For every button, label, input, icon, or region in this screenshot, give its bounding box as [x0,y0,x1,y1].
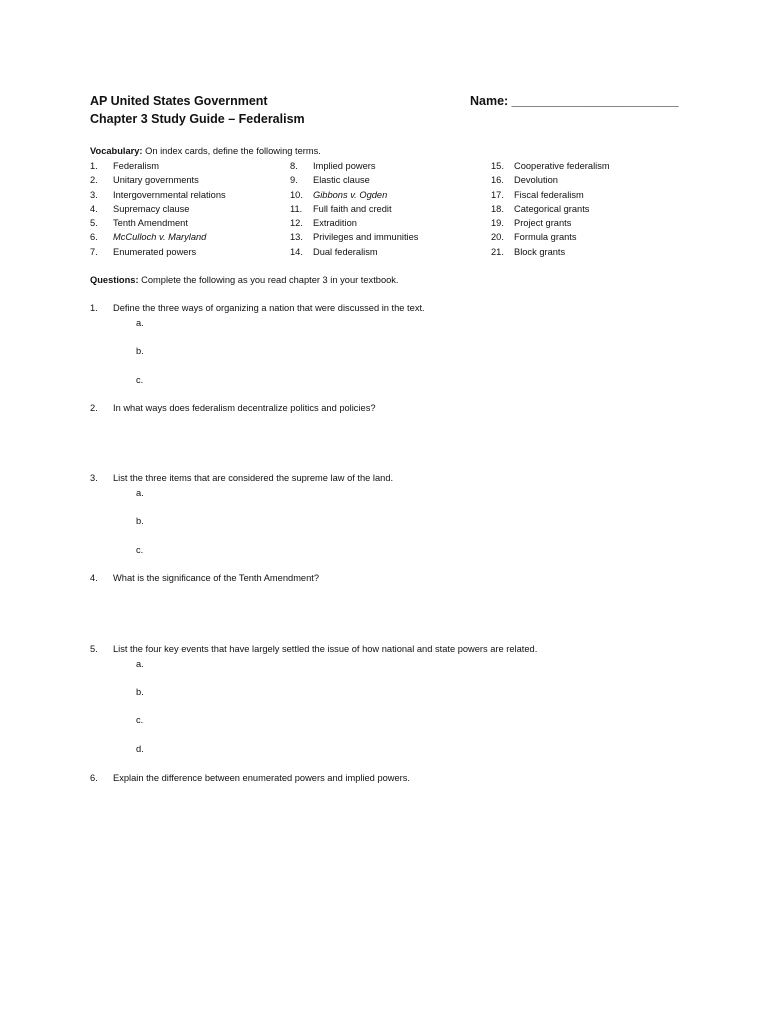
vocab-term: McCulloch v. Maryland [113,232,207,243]
vocab-number: 15. [491,161,504,171]
vocab-term: Dual federalism [313,246,378,257]
vocab-number: 5. [90,218,98,229]
vocab-term: Unitary governments [113,175,199,186]
vocab-number: 2. [90,175,98,186]
question-text: List the four key events that have largely settled the issue of how national and state powers are related. [113,644,538,654]
vocab-term: Privileges and immunities [313,232,419,243]
vocab-term: Implied powers [313,161,376,171]
vocab-number: 18. [491,203,504,214]
answer-letter-b: b. [136,346,144,356]
question-number: 3. [90,473,98,483]
vocab-term: Project grants [514,218,572,229]
answer-letter-a: a. [136,488,144,498]
vocab-term: Intergovernmental relations [113,189,226,200]
vocab-term: Devolution [514,175,558,186]
vocab-number: 16. [491,175,504,186]
question-text: Explain the difference between enumerated powers and implied powers. [113,773,410,783]
answer-letter-c: c. [136,715,144,725]
answer-letter-c: c. [136,375,144,385]
question-number: 1. [90,303,98,313]
vocab-number: 12. [290,218,303,229]
vocab-number: 4. [90,203,98,214]
vocab-number: 13. [290,232,303,243]
answer-letter-b: b. [136,687,144,697]
vocab-number: 10. [290,189,303,200]
vocab-term: Formula grants [514,232,577,243]
vocab-term: Federalism [113,161,159,171]
question-number: 5. [90,644,98,654]
course-title: AP United States Government [90,94,268,108]
answer-letter-c: c. [136,545,144,555]
vocab-number: 14. [290,246,303,257]
vocab-number: 20. [491,232,504,243]
question-text: Define the three ways of organizing a nation that were discussed in the text. [113,303,425,313]
questions-label: Questions: [90,275,139,285]
vocab-term: Supremacy clause [113,203,190,214]
vocab-term: Gibbons v. Ogden [313,189,388,200]
vocab-number: 3. [90,189,98,200]
vocab-number: 6. [90,232,98,243]
vocab-number: 9. [290,175,298,186]
vocabulary-heading [90,146,321,156]
chapter-title: Chapter 3 Study Guide – Federalism [90,112,305,126]
question-text: In what ways does federalism decentralize politics and policies? [113,403,376,413]
question-text: What is the significance of the Tenth Amendment? [113,573,320,583]
question-number: 6. [90,773,98,783]
answer-letter-a: a. [136,659,144,669]
vocab-number: 7. [90,246,98,257]
vocab-number: 1. [90,161,98,171]
vocab-term: Enumerated powers [113,246,197,257]
question-text: List the three items that are considered the supreme law of the land. [113,473,394,483]
vocab-term: Block grants [514,246,566,257]
vocabulary-label: Vocabulary: [90,146,143,156]
answer-letter-a: a. [136,318,144,328]
question-number: 4. [90,573,98,583]
vocab-term: Cooperative federalism [514,161,610,171]
vocabulary-instruction: On index cards, define the following terms. [145,146,321,156]
vocab-term: Fiscal federalism [514,189,584,200]
vocab-number: 8. [290,161,298,171]
vocab-term: Full faith and credit [313,203,392,214]
vocab-number: 17. [491,189,504,200]
vocab-term: Extradition [313,218,357,229]
vocab-number: 21. [491,246,504,257]
questions-heading [90,275,399,285]
vocab-term: Categorical grants [514,203,590,214]
answer-letter-b: b. [136,516,144,526]
answer-letter-d: d. [136,744,144,754]
name-field-label: Name: ________________________ [470,94,679,108]
question-number: 2. [90,403,98,413]
vocab-term: Tenth Amendment [113,218,188,229]
questions-instruction: Complete the following as you read chapter 3 in your textbook. [141,275,399,285]
vocab-number: 19. [491,218,504,229]
vocab-number: 11. [290,203,303,214]
vocab-term: Elastic clause [313,175,370,186]
